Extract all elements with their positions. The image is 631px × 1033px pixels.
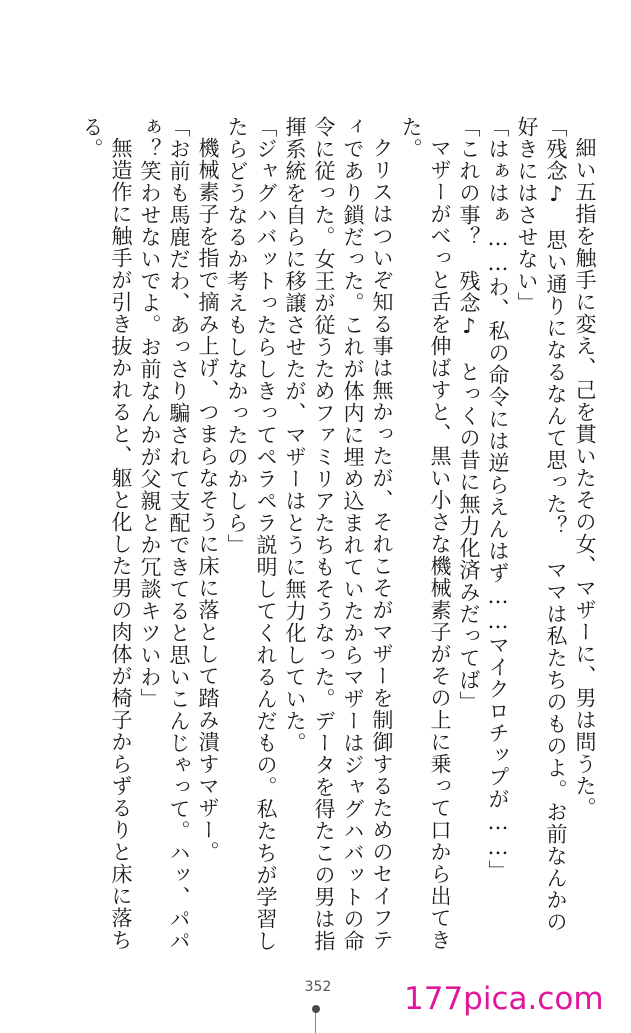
- paragraph-8: 機械素子を指で摘み上げ、つまらなそうに床に落として踏み潰すマザー。: [196, 137, 220, 863]
- body-text: [39, 116, 599, 952]
- page-number: 352: [304, 979, 332, 995]
- page-marker-line: [315, 1013, 316, 1033]
- paragraph-7: [222, 116, 280, 952]
- paragraph-4: 「これの事？ 残念♪ とっくの昔に無力化済みだってば」: [457, 116, 481, 713]
- paragraph-10: 無造作に触手が引き抜かれると、躯と化した男の肉体が椅子からずるりと床に落ちる。: [80, 116, 133, 951]
- page-marker-dot: [312, 1005, 320, 1013]
- paragraph-5: マザーがべっと舌を伸ばすと、黒い小さな機械素子がその上に乗って口から出てきた。: [399, 116, 452, 951]
- paragraph-7-post: しきってペラペラ説明してくれるんだもの。私たちが学習したらどうなるか考えもしなかったのかしら」: [225, 116, 278, 952]
- watermark: 177pica.com: [404, 981, 604, 1017]
- paragraph-3: 「はぁはぁ……わ、私の命令には逆らえんはず……マイクロチップが……」: [486, 116, 510, 882]
- paragraph-2: 「残念♪ 思い通りになるなんて思った？ ママは私たちのものよ。お前なんかの好きにはさせない」: [515, 116, 568, 933]
- paragraph-7-pre: 「ジャグハバットったら: [254, 116, 278, 358]
- paragraph-9: 「お前も馬鹿だわ、あっさり騙されて支配できてると思いこんじゃって。ハッ、パパぁ？笑わせないでよ。お前なんかが父親とか冗談キツいわ」: [138, 116, 191, 952]
- paragraph-6: クリスはついぞ知る事は無かったが、それこそがマザーを制御するためのセイフティであり鎖だった。これが体内に埋め込まれていたからマザーはジャグハバットの命令に従った。女王が従うためファミリアたちもそうなった。データを得たこの男は指揮系統を自らに移譲させたが、マザーはとうに無力化していた。: [283, 116, 394, 952]
- paragraph-1: 細い五指を触手に変え、己を貫いたその女、マザーに、男は問うた。: [573, 137, 597, 819]
